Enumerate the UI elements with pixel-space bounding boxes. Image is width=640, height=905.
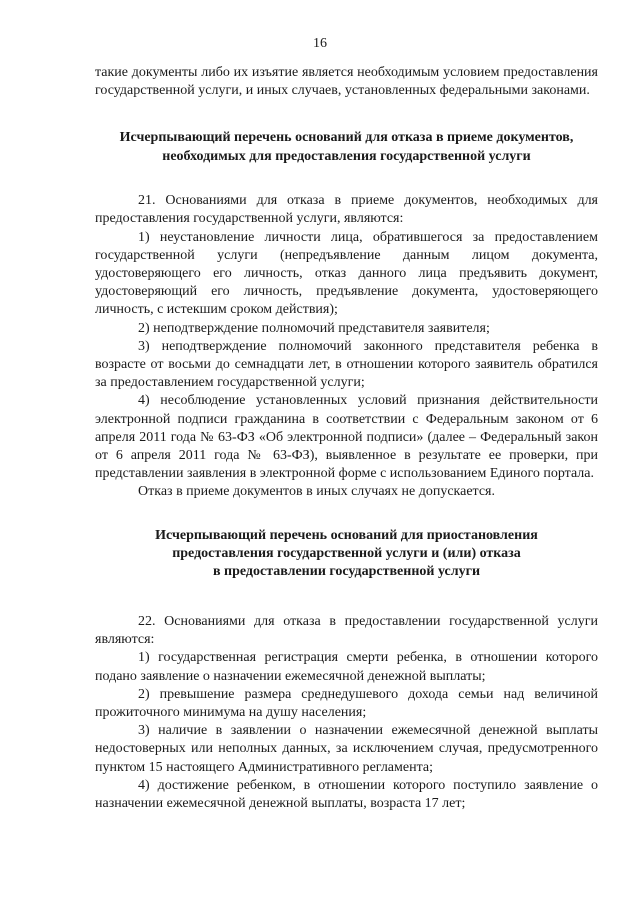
heading-line: Исчерпывающий перечень оснований для отказа в приеме документов, [119, 130, 574, 146]
list-item-21-4: 4) несоблюдение установленных условий признания действительности электронной подписи гражданина в соответствии с Федеральным законом от 6 апреля 2011 года № 63-ФЗ «Об электронной подписи» (далее – Федеральный закон от 6 апреля 2011 года № 63-ФЗ), выявленное в результате ее проверки, при представлении заявления в электронной форме с использованием Единого портала. [95, 393, 598, 482]
document-body [95, 64, 598, 813]
section-heading-suspension-refusal [95, 527, 598, 582]
list-item-21-2: 2) неподтверждение полномочий представителя заявителя; [138, 320, 490, 336]
heading-line: Исчерпывающий перечень оснований для приостановления [155, 527, 538, 543]
section-heading-refusal-documents [95, 129, 598, 166]
list-item-22-2: 2) превышение размера среднедушевого дохода семьи над величиной прожиточного минимума на душу населения; [95, 686, 598, 720]
paragraph-22: 22. Основаниями для отказа в предоставлении государственной услуги являются: [95, 613, 598, 648]
list-item-22-3: 3) наличие в заявлении о назначении ежемесячной денежной выплаты недостоверных или неполных данных, за исключением случая, предусмотренного пунктом 15 настоящего Административного регламента; [95, 723, 598, 775]
list-item-21-1: 1) неустановление личности лица, обратившегося за предоставлением государственной услуги (непредъявление данным лицом документа, удостоверяющего его личность, отказ данного лица предъявить документ, удостоверяющий его личность, предъявление документа, удостоверяющего личность, с истекшим сроком действия); [95, 229, 598, 318]
list-item-21-3: 3) неподтверждение полномочий законного представителя ребенка в возрасте от восьми до семнадцати лет, в отношении которого заявитель обратился за предоставлением государственной услуги; [95, 338, 598, 391]
intro-paragraph: такие документы либо их изъятие является необходимым условием предоставления государственной услуги, и иных случаев, установленных федеральными законами. [95, 65, 598, 99]
refusal-note: Отказ в приеме документов в иных случаях не допускается. [138, 484, 495, 500]
list-item-22-1: 1) государственная регистрация смерти ребенка, в отношении которого подано заявление о назначении ежемесячной денежной выплаты; [95, 650, 598, 684]
heading-line: предоставления государственной услуги и (или) отказа [172, 546, 521, 562]
list-item-22-4: 4) достижение ребенком, в отношении которого поступило заявление о назначении ежемесячной денежной выплаты, возраста 17 лет; [95, 777, 598, 811]
page-number: 16 [313, 36, 327, 51]
paragraph-21: 21. Основаниями для отказа в приеме документов, необходимых для предоставления государственной услуги, являются: [95, 193, 598, 227]
heading-line: необходимых для предоставления государственной услуги [162, 148, 531, 164]
heading-line: в предоставлении государственной услуги [212, 564, 481, 580]
